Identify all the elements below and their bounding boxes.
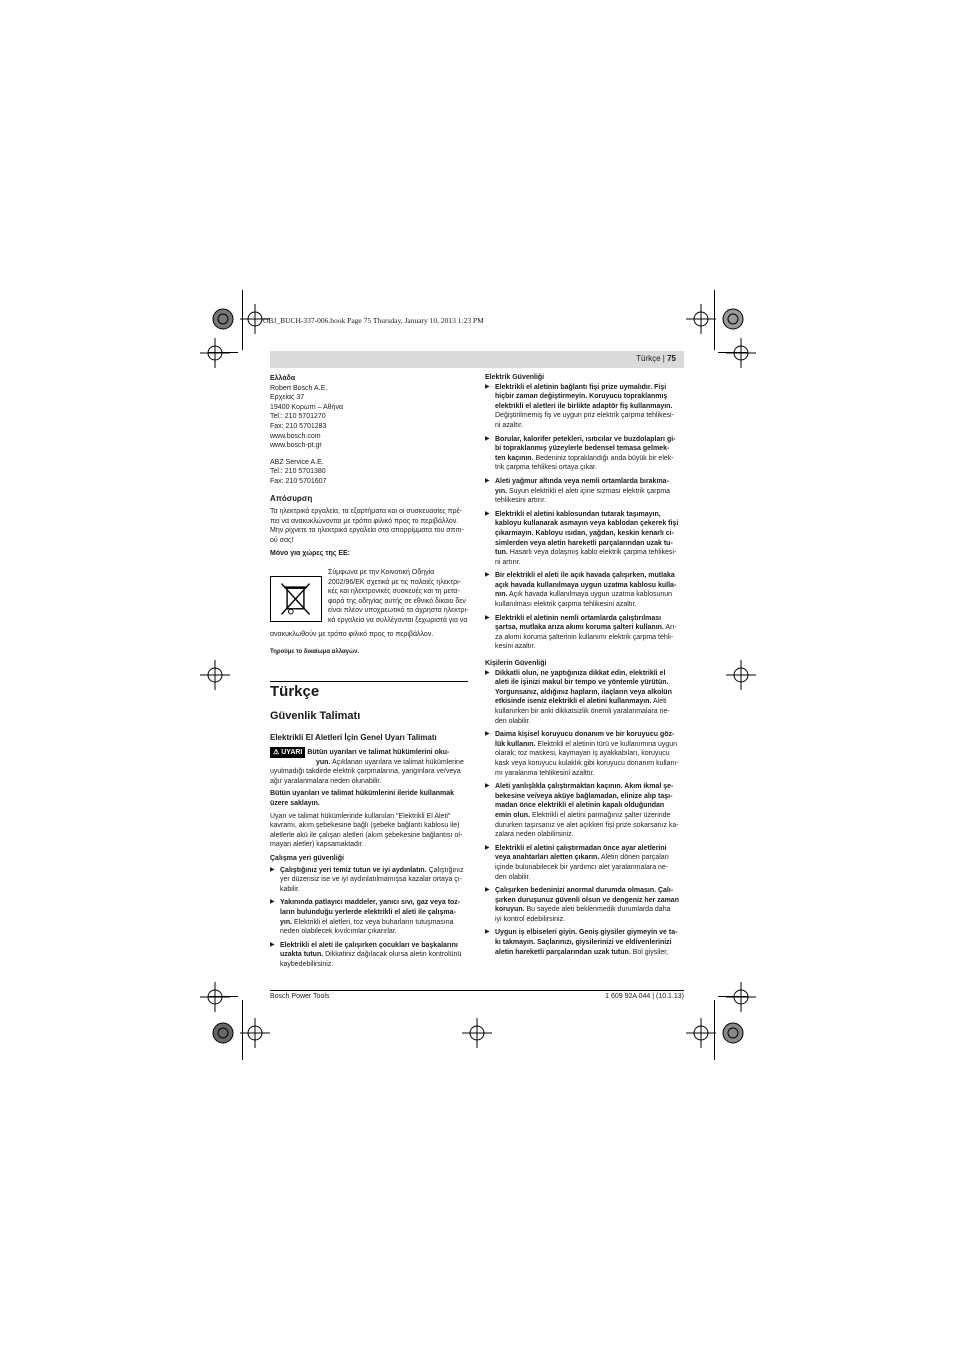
crossed-wheelie-bin-icon: [270, 576, 322, 622]
right-column: [485, 373, 683, 961]
registration-mark-icon: [726, 660, 756, 690]
text-run: elektrikli el aletleri ile birlikte adaptör fiş kullanmayın.: [495, 402, 673, 410]
text-run: den olabilir.: [495, 717, 531, 725]
left-column: [270, 374, 468, 558]
turkish-section: [270, 683, 468, 973]
text-run: kullanırken bir anki dikkatsizlik önemli yaralanmalara ne-: [495, 708, 670, 715]
registration-mark-icon: [726, 338, 756, 368]
text-run: şartsa, mutlaka arıza akımı koruma şalteri kullanın.: [495, 624, 664, 632]
text-line: [495, 863, 683, 873]
bullet-item: [270, 866, 468, 895]
text-run: Yorgunsanız, aldığınız hapların, ilaçların veya alkolün: [495, 688, 672, 696]
text-run: açık havada kullanılmaya uygun uzatma kablosu kulla-: [495, 581, 677, 589]
text-line: [280, 950, 468, 960]
text-run: iyi kontrol edebilirsiniz.: [495, 915, 566, 923]
text-line: [495, 539, 683, 549]
text-line: [495, 844, 683, 854]
text-run: ten kaçının.: [495, 454, 534, 462]
text-run: nın.: [495, 591, 508, 599]
bullet-item: [485, 510, 683, 568]
text-line: [280, 866, 468, 876]
eu-directive-end: ανακυκλωθούν με τρόπο φιλικό προς το περιβάλλον.: [270, 631, 434, 638]
text-line: [495, 463, 683, 473]
text-run: Bu sayede aleti beklenmedik durumlarda daha: [524, 906, 671, 914]
page-header: [270, 351, 684, 368]
bullet-item: [485, 886, 683, 924]
text-line: [495, 558, 683, 568]
text-run: kabilir.: [280, 885, 300, 893]
text-line: [495, 633, 683, 643]
text-line: [280, 927, 468, 937]
warning-text: uyulmadığı takdirde elektrik çarpmalarına, yangınlara ve/veya: [270, 768, 461, 776]
safety-heading: Güvenlik Talimatı: [270, 710, 361, 722]
text-run: içinde bulunabilecek bir yardımcı alet yaralanmalara ne-: [495, 863, 669, 871]
warning-triangle-icon: ⚠: [273, 748, 280, 756]
text-run: Elektrikli el aletinin bağlantı fişi prize uymalıdır. Fişi: [495, 383, 667, 391]
text-run: mı yaralanma tehlikesini azalttır.: [495, 769, 595, 777]
text-line: [495, 444, 683, 454]
text-line: www.bosch-pt.gr: [270, 442, 322, 450]
text-run: çıkarmayın. Kabloyu ısıdan, yağdan, keskin kenarlı ci-: [495, 529, 674, 537]
bullet-item: [270, 941, 468, 970]
text-line: [495, 454, 683, 464]
text-line: [495, 614, 683, 624]
text-line: [495, 707, 683, 717]
text-line: www.bosch.com: [270, 432, 321, 440]
reserved-notice: Τηρούμε το δικαίωμα αλλαγών.: [270, 648, 360, 655]
registration-mark-icon: [200, 660, 230, 690]
bullet-item: [485, 730, 683, 778]
text-run: bi topraklanmış yüzeylerle bedensel temasa gelmek-: [495, 445, 670, 453]
text-line: [495, 669, 683, 679]
text-line: [495, 688, 683, 698]
text-line: [495, 830, 683, 840]
bullet-item: [485, 614, 683, 652]
text-line: [495, 717, 683, 727]
text-run: Elektrikli el aleti ile çalışırken çocukları ve başkalarını: [280, 941, 458, 949]
disposal-paragraph: [270, 507, 468, 526]
text-line: [495, 581, 683, 591]
section-name: Türkçe: [636, 354, 661, 363]
text-line: [495, 759, 683, 769]
text-line: [495, 896, 683, 906]
text-run: zalara neden olabilirsiniz.: [495, 831, 574, 839]
text-run: tehlikesini artırır.: [495, 497, 546, 505]
text-line: [280, 918, 468, 928]
text-run: emin olun.: [495, 811, 530, 819]
text-run: Bol giysiler,: [630, 948, 669, 956]
text-run: Aleti: [651, 698, 667, 706]
text-line: ού σας!: [270, 536, 294, 544]
text-line: κές και ηλεκτρονικές συσκευές και τη μετα-: [328, 588, 460, 596]
text-run: Dikkatli olun, ne yaptığınıza dikkat edin, elektrikli el: [495, 669, 666, 677]
text-line: [495, 529, 683, 539]
bullet-item: [485, 383, 683, 431]
text-run: Elektrikli el aletinin nemli ortamlarda çalıştırılması: [495, 614, 662, 622]
text-run: kabloyu kullanarak asmayın veya kablodan çekerek fişi: [495, 520, 679, 528]
disposal-heading: Απόσυρση: [270, 493, 313, 503]
footer-rule: [270, 990, 684, 991]
file-info: OBJ_BUCH-337-006.book Page 75 Thursday, January 10, 2013 1:23 PM: [263, 316, 484, 325]
footer-brand: Bosch Power Tools: [270, 993, 330, 1000]
page-number-label: Türkçe | 75: [636, 354, 676, 363]
text-line: Fax: 210 5701607: [270, 477, 327, 485]
warning-text: yun.: [316, 758, 331, 766]
warning-label: UYARI: [281, 748, 303, 756]
text-line: πει να ανακυκλώνονται με τρόπο φιλικό προς το περιβάλλον.: [270, 517, 459, 525]
text-line: [495, 873, 683, 883]
text-line: [495, 801, 683, 811]
text-run: Borular, kalorifer petekleri, ısıtıcılar ve buzdolapları gi-: [495, 435, 676, 443]
text-line: Ερχείας 37: [270, 394, 305, 402]
text-run: kesini azaltır.: [495, 643, 536, 651]
text-run: hiçbir zaman değiştirmeyin. Koruyucu topraklanmış: [495, 393, 668, 401]
text-line: [495, 496, 683, 506]
text-run: Aleti yağmur altında veya nemli ortamlarda bırakma-: [495, 477, 669, 485]
bullet-item: [270, 898, 468, 936]
text-run: kask veya koruyucu kulaklık gibi koruyucu donanım kullanı-: [495, 759, 679, 767]
text-line: [495, 487, 683, 497]
text-run: ni azaltır.: [495, 421, 524, 429]
text-run: Elektrikli el aletini kablosundan tutarak taşımayın,: [495, 510, 661, 518]
text-line: [495, 548, 683, 558]
term-definition: [270, 812, 468, 850]
registration-mark-icon: [208, 1018, 238, 1048]
country-heading: Ελλάδα: [270, 375, 296, 382]
text-line: [280, 885, 468, 895]
text-run: Elektrikli el aletini parmağınız şalter üzerinde: [530, 811, 671, 819]
text-run: tun.: [495, 549, 508, 557]
text-line: φορά της οδηγίας αυτής σε εθνικό δίκαιο δεν: [328, 597, 466, 605]
text-line: Robert Bosch A.E.: [270, 384, 328, 392]
electrical-heading: Elektrik Güvenliği: [485, 374, 545, 381]
text-run: Aleti yanlışlıkla çalıştırmaktan kaçının. Akım ikmal şe-: [495, 783, 674, 791]
text-run: veya anahtarları aletten çıkarın.: [495, 854, 600, 862]
text-line: [495, 938, 683, 948]
text-run: olarak; toz maskesi, kaymayan iş ayakkabıları, koruyucu: [495, 750, 670, 758]
bullet-item: [485, 928, 683, 957]
text-run: ni artırır.: [495, 558, 521, 566]
text-run: Bedeniniz topraklandığı anda büyük bir elek-: [533, 454, 674, 462]
text-line: [495, 811, 683, 821]
text-line: 19400 Κορωπί – Αθήνα: [270, 403, 344, 411]
bullet-item: [485, 782, 683, 840]
text-run: Çalışırken bedeninizi anormal durumda olmasın. Çalı-: [495, 887, 674, 895]
text-line: [280, 908, 468, 918]
text-line: είναι πλέον υποχρεωτικό τα άχρηστα ηλεκτρι-: [328, 607, 469, 615]
text-line: [495, 769, 683, 779]
text-line: [495, 928, 683, 938]
section-rule: [270, 681, 468, 682]
text-line: [495, 730, 683, 740]
keep-instructions: [270, 789, 468, 808]
left-column-lower: [270, 630, 468, 657]
eu-heading: Μόνο για χώρες της ΕΕ:: [270, 549, 350, 557]
text-line: [495, 571, 683, 581]
text-line: [280, 941, 468, 951]
text-run: yer düzensiz ise ve iyi aydınlatılmamışsa kazalar ortaya çı-: [280, 876, 463, 884]
bosch-address: [270, 384, 468, 451]
text-line: [495, 623, 683, 633]
text-line: [495, 740, 683, 750]
bullet-item: [485, 435, 683, 473]
text-line: [495, 915, 683, 925]
footer-code: 1 609 92A 044 | (10.1.13): [605, 993, 684, 1000]
language-title: Türkçe: [270, 683, 320, 700]
text-run: lük kullanın.: [495, 740, 536, 748]
text-run: Uygun iş elbiseleri giyin. Geniş giysiler giymeyin ve ta-: [495, 929, 678, 937]
registration-mark-icon: [200, 338, 230, 368]
page-number: 75: [667, 354, 676, 363]
registration-mark-icon: [240, 1018, 270, 1048]
text-line: [495, 411, 683, 421]
text-run: simlerden veya aletin hareketli parçalarından uzak tu-: [495, 539, 673, 547]
text-run: neden olabilecek kıvılcımlar çıkarırlar.: [280, 928, 397, 936]
text-run: kı takmayın. Saçlarınızı, giysilerinizi ve eldivenlerinizi: [495, 939, 672, 947]
text-line: [495, 782, 683, 792]
text-line: [495, 642, 683, 652]
text-line: [280, 898, 468, 908]
warning-text: Açıklanan uyarılara ve talimat hükümlerine: [330, 758, 464, 766]
text-run: Hasarlı veya dolaşmış kablo elektrik çarpma tehlikesi-: [507, 549, 677, 557]
text-line: Bütün uyarıları ve talimat hükümlerini ileride kullanmak: [270, 790, 454, 798]
text-line: Tel.: 210 5701380: [270, 468, 326, 476]
workplace-list: [270, 866, 468, 974]
eu-directive-text: [328, 568, 470, 626]
text-line: [495, 402, 683, 412]
personal-list: [485, 669, 683, 962]
registration-mark-icon: [200, 982, 230, 1012]
text-run: den olabilir.: [495, 873, 531, 881]
text-run: koruyun.: [495, 906, 525, 914]
registration-mark-icon: [686, 1018, 716, 1048]
text-run: Elektrikli el aletini çalıştırmadan önce ayar aletlerini: [495, 844, 667, 852]
text-line: [495, 821, 683, 831]
text-run: Bir elektrikli el aleti ile açık havada çalışırken, mutlaka: [495, 572, 675, 580]
text-run: Daima kişisel koruyucu donanım ve bir koruyucu göz-: [495, 731, 675, 739]
text-run: Açık havada kullanılmaya uygun uzatma kablosunun: [507, 591, 673, 599]
warning-text: ağır yaralanmalara neden olunabilir.: [270, 777, 382, 785]
text-run: trik çarpma tehlikesi ortaya çıkar.: [495, 464, 597, 472]
text-line: Tel.: 210 5701270: [270, 413, 326, 421]
text-run: ların bulunduğu yerlerde elektrikli el aleti ile çalışma-: [280, 908, 456, 916]
text-line: [495, 948, 683, 958]
text-run: Suyun elektrikli el aleti içine sızması elektrik çarpma: [507, 487, 671, 495]
text-line: Fax: 210 5701283: [270, 422, 327, 430]
text-line: kavramı, akım şebekesine bağlı (şebeke bağlantı kablosu ile): [270, 822, 460, 830]
text-line: [495, 519, 683, 529]
text-line: [280, 875, 468, 885]
text-line: 2002/96/ΕΚ σχετικά με τις παλαιές ηλεκτρι-: [328, 578, 461, 586]
text-line: [495, 383, 683, 393]
general-warnings-heading: Elektrikli El Aletleri İçin Genel Uyarı Talimatı: [270, 733, 437, 742]
text-run: Yakınında patlayıcı maddeler, yanıcı sıvı, gaz veya toz-: [280, 899, 461, 907]
text-line: [495, 392, 683, 402]
text-line: [495, 905, 683, 915]
text-line: mayan aletler) kapsamaktadır.: [270, 841, 364, 849]
text-run: Aletin dönen parçaları: [599, 854, 669, 862]
bullet-item: [485, 844, 683, 882]
personal-heading: Kişilerin Güvenliği: [485, 660, 547, 668]
registration-mark-icon: [718, 304, 748, 334]
text-run: Çalıştığınız: [426, 866, 464, 874]
registration-mark-icon: [726, 982, 756, 1012]
workplace-heading: Çalışma yeri güvenliği: [270, 854, 344, 862]
text-line: üzere saklayın.: [270, 799, 320, 807]
registration-mark-icon: [208, 304, 238, 334]
text-line: [280, 960, 468, 970]
text-run: Çalıştığınız yeri temiz tutun ve iyi aydınlatın.: [280, 866, 427, 874]
text-run: kullanılması elektrik çarpma tehlikesini azaltır.: [495, 601, 637, 609]
bullet-item: [485, 669, 683, 727]
warning-text: Bütün uyarıları ve talimat hükümlerini oku-: [307, 748, 450, 756]
text-run: Elektrikli el aletleri, toz veya buharların tutuşmasına: [292, 918, 454, 926]
text-line: Τα ηλεκτρικά εργαλεία, τα εξαρτήματα και οι συσκευασίες πρέ-: [270, 508, 462, 516]
text-line: aletlerle akü ile çalışan aletleri (akım şebekesine bağlantısı ol-: [270, 831, 463, 839]
text-run: uzakta tutun.: [280, 951, 324, 959]
electrical-list: [485, 383, 683, 656]
text-run: dururken taşırsanız ve alet açıkken fişi prize sokarsanız ka-: [495, 821, 679, 829]
warning-badge: [270, 747, 305, 758]
text-line: [495, 678, 683, 688]
text-run: aletin hareketli parçalarından uzak tutun.: [495, 948, 631, 956]
text-run: Elektrikli el aletinin türü ve kullanımına uygun: [535, 740, 678, 748]
text-line: [495, 435, 683, 445]
text-line: [495, 853, 683, 863]
text-run: yın.: [280, 918, 293, 926]
text-line: Σύμφωνα με την Κοινοτική Οδηγία: [328, 569, 435, 576]
text-line: Uyarı ve talimat hükümlerinde kullanılan "Elektrikli El Aleti": [270, 812, 451, 820]
disposal-paragraph: [270, 526, 468, 545]
registration-mark-icon: [718, 1018, 748, 1048]
text-run: etkisinde iseniz elektrikli el aletini kullanmayın.: [495, 698, 652, 706]
text-line: κά εργαλεία να συλλέγονται ξεχωριστά για να: [328, 616, 468, 624]
text-line: [495, 477, 683, 487]
text-run: bekesine ve/veya aküye bağlamadan, elinize alıp taşı-: [495, 792, 673, 800]
text-run: Dikkatiniz dağılacak olursa aletin kontrolünü: [323, 951, 462, 959]
registration-mark-icon: [462, 1018, 492, 1048]
text-line: [495, 749, 683, 759]
text-run: madan önce elektrikli el aletinin kapalı olduğundan: [495, 802, 665, 810]
abz-address: [270, 458, 468, 487]
bullet-item: [485, 571, 683, 609]
text-line: [495, 600, 683, 610]
registration-mark-icon: [686, 304, 716, 334]
text-line: ABZ Service A.E.: [270, 458, 324, 466]
text-run: kaybedebilirsiniz.: [280, 960, 334, 968]
text-run: şırken duruşunuz güvenli olsun ve dengeniz her zaman: [495, 896, 679, 904]
text-line: [495, 590, 683, 600]
text-run: yın.: [495, 487, 508, 495]
text-run: za akımı koruma şalterinin kullanımı elektrik çarpma tehli-: [495, 633, 674, 641]
text-line: Μην ρίχνετε τα ηλεκτρικά εργαλεία στα απορρίμματα του σπιτι-: [270, 527, 464, 535]
text-run: Arı-: [663, 624, 677, 632]
text-run: aleti ile işinizi makul bir tempo ve yöntemle yürütün.: [495, 679, 669, 687]
text-run: Değiştirilmemiş fiş ve uygun priz elektrik çarpma tehlikesi-: [495, 412, 674, 420]
bullet-item: [485, 477, 683, 506]
text-line: [495, 792, 683, 802]
text-line: [495, 421, 683, 431]
text-line: [495, 697, 683, 707]
text-line: [495, 886, 683, 896]
text-line: [495, 510, 683, 520]
